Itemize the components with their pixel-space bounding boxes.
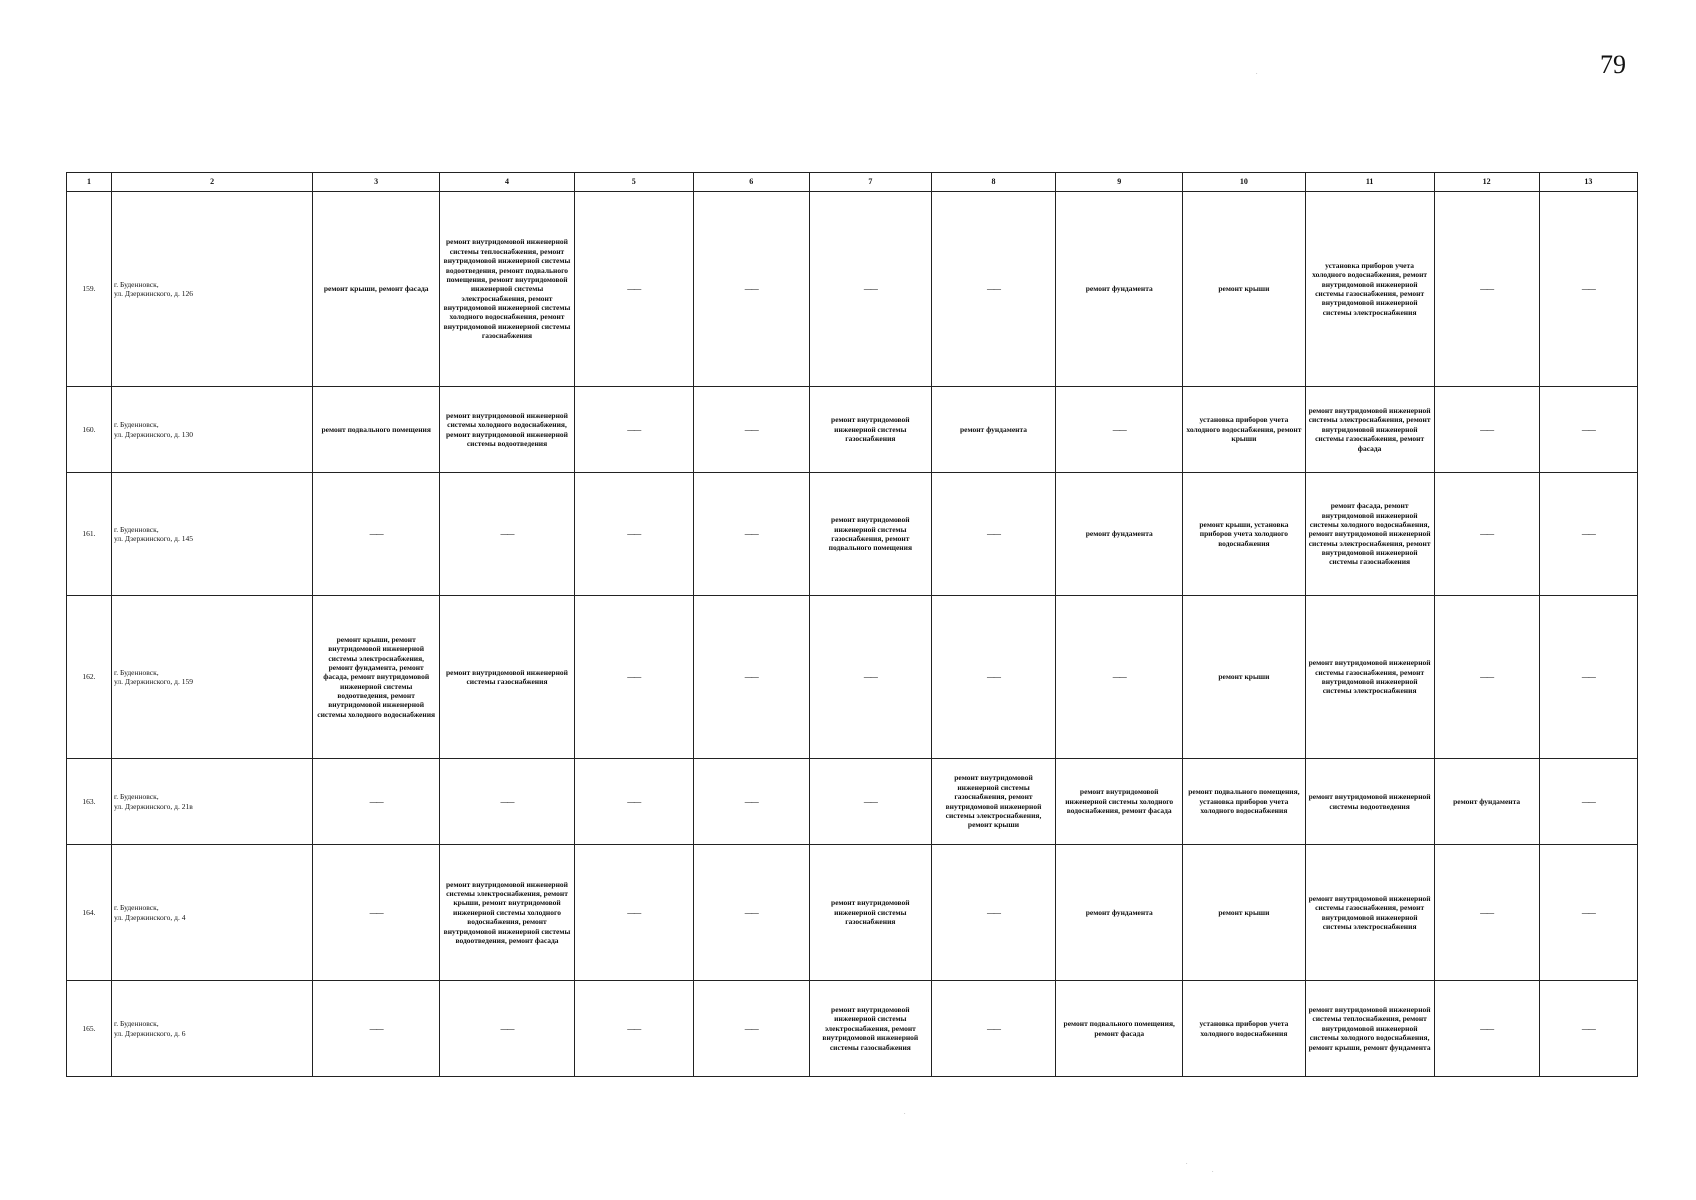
- work-cell-col-10: ремонт подвального помещения, установка приборов учета холодного водоснабжения: [1183, 759, 1306, 845]
- address-city: г. Буденновск,: [113, 903, 159, 913]
- address-street: ул. Дзержинского, д. 4: [113, 912, 186, 922]
- row-number: 165.: [67, 981, 112, 1077]
- work-cell-col-12: ——: [1434, 473, 1539, 596]
- work-cell-col-6: ——: [693, 596, 810, 759]
- work-cell-col-8: ——: [931, 845, 1056, 981]
- work-cell-col-6: ——: [693, 759, 810, 845]
- work-cell-col-11: ремонт фасада, ремонт внутридомовой инженерной системы холодного водоснабжения, ремонт внутридомовой инженерной системы электроснабжения, ремонт внутридомовой инженерной системы газоснабжения: [1305, 473, 1434, 596]
- work-cell-col-8: ремонт фундамента: [931, 387, 1056, 473]
- work-cell-col-13: ——: [1539, 759, 1637, 845]
- work-cell-col-4: ремонт внутридомовой инженерной системы холодного водоснабжения, ремонт внутридомовой инженерной системы водоотведения: [440, 387, 575, 473]
- work-cell-col-8: ——: [931, 596, 1056, 759]
- address-city: г. Буденновск,: [113, 524, 159, 534]
- address-street: ул. Дзержинского, д. 145: [113, 534, 193, 543]
- work-cell-col-3: ремонт подвального помещения: [313, 387, 440, 473]
- work-cell-col-13: ——: [1539, 192, 1637, 387]
- row-number: 163.: [67, 759, 112, 845]
- row-number: 161.: [67, 473, 112, 596]
- address-street: ул. Дзержинского, д. 126: [113, 289, 193, 298]
- work-cell-col-6: ——: [693, 845, 810, 981]
- work-cell-col-9: ремонт фундамента: [1056, 473, 1183, 596]
- work-cell-col-11: ремонт внутридомовой инженерной системы газоснабжения, ремонт внутридомовой инженерной системы электроснабжения: [1305, 845, 1434, 981]
- work-cell-col-11: ремонт внутридомовой инженерной системы электроснабжения, ремонт внутридомовой инженерной системы газоснабжения, ремонт фасада: [1305, 387, 1434, 473]
- table-row: [67, 596, 1638, 759]
- work-cell-col-11: ремонт внутридомовой инженерной системы газоснабжения, ремонт внутридомовой инженерной системы электроснабжения: [1305, 596, 1434, 759]
- work-cell-col-10: ремонт крыши: [1183, 596, 1306, 759]
- work-cell-col-3: ——: [313, 981, 440, 1077]
- work-cell-col-3: ——: [313, 473, 440, 596]
- work-cell-col-9: ремонт подвального помещения, ремонт фасада: [1056, 981, 1183, 1077]
- work-cell-col-13: ——: [1539, 387, 1637, 473]
- work-cell-col-5: ——: [574, 981, 693, 1077]
- work-cell-col-10: установка приборов учета холодного водоснабжения, ремонт крыши: [1183, 387, 1306, 473]
- work-cell-col-6: ——: [693, 473, 810, 596]
- column-header-8: 8: [931, 173, 1056, 192]
- work-cell-col-8: ——: [931, 473, 1056, 596]
- address-cell: [111, 387, 312, 473]
- work-cell-col-4: ремонт внутридомовой инженерной системы газоснабжения: [440, 596, 575, 759]
- work-cell-col-13: ——: [1539, 473, 1637, 596]
- column-header-4: 4: [440, 173, 575, 192]
- column-header-12: 12: [1434, 173, 1539, 192]
- row-number: 160.: [67, 387, 112, 473]
- column-header-6: 6: [693, 173, 810, 192]
- column-header-3: 3: [313, 173, 440, 192]
- address-city: г. Буденновск,: [113, 1019, 159, 1029]
- row-number: 159.: [67, 192, 112, 387]
- work-cell-col-11: установка приборов учета холодного водоснабжения, ремонт внутридомовой инженерной системы газоснабжения, ремонт внутридомовой инженерной системы электроснабжения: [1305, 192, 1434, 387]
- work-cell-col-11: ремонт внутридомовой инженерной системы теплоснабжения, ремонт внутридомовой инженерной системы холодного водоснабжения, ремонт крыши, ремонт фундамента: [1305, 981, 1434, 1077]
- column-header-13: 13: [1539, 173, 1637, 192]
- work-cell-col-3: ремонт крыши, ремонт внутридомовой инженерной системы электроснабжения, ремонт фундамента, ремонт фасада, ремонт внутридомовой инженерной системы водоотведения, ремонт внутридомовой инженерной системы холодного водоснабжения: [313, 596, 440, 759]
- work-cell-col-4: ——: [440, 759, 575, 845]
- work-cell-col-3: ——: [313, 845, 440, 981]
- work-cell-col-8: ремонт внутридомовой инженерной системы газоснабжения, ремонт внутридомовой инженерной системы электроснабжения, ремонт крыши: [931, 759, 1056, 845]
- page-number: 79: [1600, 50, 1626, 79]
- work-cell-col-7: ——: [810, 192, 932, 387]
- address-city: г. Буденновск,: [113, 667, 159, 677]
- work-cell-col-7: ремонт внутридомовой инженерной системы газоснабжения: [810, 387, 932, 473]
- column-header-5: 5: [574, 173, 693, 192]
- work-cell-col-10: установка приборов учета холодного водоснабжения: [1183, 981, 1306, 1077]
- column-header-10: 10: [1183, 173, 1306, 192]
- work-cell-col-10: ремонт крыши, установка приборов учета холодного водоснабжения: [1183, 473, 1306, 596]
- work-cell-col-3: ремонт крыши, ремонт фасада: [313, 192, 440, 387]
- column-header-1: 1: [67, 173, 112, 192]
- table-row: [67, 981, 1638, 1077]
- work-cell-col-4: ремонт внутридомовой инженерной системы электроснабжения, ремонт крыши, ремонт внутридомовой инженерной системы холодного водоснабжения, ремонт внутридомовой инженерной системы водоотведения, ремонт фасада: [440, 845, 575, 981]
- work-cell-col-3: ——: [313, 759, 440, 845]
- work-cell-col-12: ——: [1434, 596, 1539, 759]
- work-cell-col-12: ——: [1434, 981, 1539, 1077]
- column-header-9: 9: [1056, 173, 1183, 192]
- work-cell-col-5: ——: [574, 759, 693, 845]
- address-cell: [111, 759, 312, 845]
- work-cell-col-9: ремонт фундамента: [1056, 845, 1183, 981]
- work-cell-col-5: ——: [574, 473, 693, 596]
- work-cell-col-7: ремонт внутридомовой инженерной системы электроснабжения, ремонт внутридомовой инженерной системы газоснабжения: [810, 981, 932, 1077]
- column-number-row: [67, 173, 1638, 192]
- address-city: г. Буденновск,: [113, 420, 159, 430]
- column-header-11: 11: [1305, 173, 1434, 192]
- work-cell-col-5: ——: [574, 192, 693, 387]
- table-row: [67, 845, 1638, 981]
- table-row: [67, 192, 1638, 387]
- work-cell-col-6: ——: [693, 192, 810, 387]
- work-cell-col-13: ——: [1539, 596, 1637, 759]
- work-cell-col-7: ремонт внутридомовой инженерной системы газоснабжения, ремонт подвального помещения: [810, 473, 932, 596]
- work-cell-col-4: ——: [440, 981, 575, 1077]
- column-header-2: 2: [111, 173, 312, 192]
- address-street: ул. Дзержинского, д. 159: [113, 677, 193, 686]
- work-cell-col-6: ——: [693, 981, 810, 1077]
- work-cell-col-9: ——: [1056, 596, 1183, 759]
- work-cell-col-9: ремонт внутридомовой инженерной системы холодного водоснабжения, ремонт фасада: [1056, 759, 1183, 845]
- work-cell-col-9: ремонт фундамента: [1056, 192, 1183, 387]
- work-cell-col-11: ремонт внутридомовой инженерной системы водоотведения: [1305, 759, 1434, 845]
- work-cell-col-12: ——: [1434, 387, 1539, 473]
- work-cell-col-7: ремонт внутридомовой инженерной системы газоснабжения: [810, 845, 932, 981]
- work-cell-col-5: ——: [574, 387, 693, 473]
- work-cell-col-10: ремонт крыши: [1183, 192, 1306, 387]
- address-street: ул. Дзержинского, д. 6: [113, 1028, 186, 1038]
- work-cell-col-4: ремонт внутридомовой инженерной системы теплоснабжения, ремонт внутридомовой инженерной системы водоотведения, ремонт подвального помещения, ремонт внутридомовой инженерной системы электроснабжения, ремонт внутридомовой инженерной системы холодного водоснабжения, ремонт внутридомовой инженерной системы газоснабжения: [440, 192, 575, 387]
- work-cell-col-12: ремонт фундамента: [1434, 759, 1539, 845]
- work-cell-col-9: ——: [1056, 387, 1183, 473]
- work-cell-col-10: ремонт крыши: [1183, 845, 1306, 981]
- address-street: ул. Дзержинского, д. 21в: [113, 801, 193, 811]
- repair-schedule-table: [66, 172, 1638, 1077]
- row-number: 162.: [67, 596, 112, 759]
- table-row: [67, 473, 1638, 596]
- address-city: г. Буденновск,: [113, 279, 159, 289]
- work-cell-col-4: ——: [440, 473, 575, 596]
- work-cell-col-7: ——: [810, 596, 932, 759]
- work-cell-col-5: ——: [574, 845, 693, 981]
- address-cell: [111, 981, 312, 1077]
- address-street: ул. Дзержинского, д. 130: [113, 429, 193, 439]
- work-cell-col-5: ——: [574, 596, 693, 759]
- work-cell-col-8: ——: [931, 981, 1056, 1077]
- work-cell-col-13: ——: [1539, 981, 1637, 1077]
- work-cell-col-8: ——: [931, 192, 1056, 387]
- table-row: [67, 387, 1638, 473]
- work-cell-col-6: ——: [693, 387, 810, 473]
- address-cell: [111, 473, 312, 596]
- work-cell-col-12: ——: [1434, 845, 1539, 981]
- address-city: г. Буденновск,: [113, 792, 159, 802]
- work-cell-col-7: ——: [810, 759, 932, 845]
- address-cell: [111, 192, 312, 387]
- work-cell-col-12: ——: [1434, 192, 1539, 387]
- work-cell-col-13: ——: [1539, 845, 1637, 981]
- column-header-7: 7: [810, 173, 932, 192]
- table-row: [67, 759, 1638, 845]
- address-cell: [111, 845, 312, 981]
- address-cell: [111, 596, 312, 759]
- row-number: 164.: [67, 845, 112, 981]
